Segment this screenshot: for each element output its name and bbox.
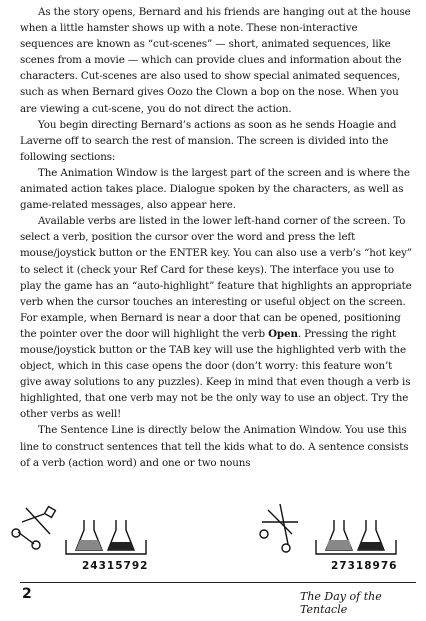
- verb-open: Open: [268, 327, 298, 340]
- copy-protection-figure: [0, 500, 426, 585]
- left-illustration: [12, 507, 146, 554]
- paragraph-animation-window: The Animation Window is the largest part of the screen and is where the animated action takes place. Dialogue spoken by the characters, as well as game-related messages, also appear here.: [20, 166, 410, 212]
- right-ring2-icon: [282, 544, 290, 552]
- verbs-text-tail: . Pressing the right mouse/joystick button or the TAB key will use the highlighted verb with the object, which in this case opens the door (don’t worry: this feature won’t give away solutions to any puzzles). Keep in mind that even though a verb is highlighted, that one verb may not be the only way to use an object. Try the other verbs as well!: [20, 327, 411, 421]
- body-text: [20, 4, 414, 471]
- verbs-text: Available verbs are listed in the lower left-hand corner of the screen. To select a verb, position the cursor over the word and press the left mouse/joystick button or the ENTER key. You can also use a verb’s “hot key” to select it (check your Ref Card for these keys). The interface you use to play the game has an “auto-highlight” feature that highlights an appropriate verb when the cursor touches an interesting or useful object on the screen. For example, when Bernard is near a door that can be opened, positioning the pointer over the door will highlight the verb: [20, 215, 412, 340]
- right-ring-icon: [260, 530, 268, 538]
- left-small-box-icon: [45, 507, 56, 518]
- right-illustration: [260, 504, 396, 554]
- code-left: 24315792: [82, 560, 149, 572]
- footer-title: The Day of the Tentacle: [300, 590, 382, 616]
- right-cross-icon: [262, 504, 298, 544]
- code-right: 27318976: [331, 560, 398, 572]
- page-number: 2: [22, 586, 32, 602]
- footer-rule: [20, 582, 416, 583]
- paragraph-verbs: [20, 213, 414, 422]
- paragraph-sentence-line: The Sentence Line is directly below the Animation Window. You use this line to construct sentences that tell the kids what to do. A sentence consists of a verb (action word) and one or two nouns: [20, 424, 409, 469]
- paragraph-intro: As the story opens, Bernard and his friends are hanging out at the house when a little hamster shows up with a note. These non-interactive sequences are known as “cut-scenes” — short, animated sequences, like scenes from a movie — which can provide clues and information about the characters. Cut-scenes are also used to show special animated sequences, such as when Bernard gives Oozo the Clown a bop on the nose. When you are viewing a cut-scene, you do not direct the action.: [20, 6, 411, 115]
- paragraph-directing: You begin directing Bernard’s actions as soon as he sends Hoagie and Laverne off to search the rest of mansion. The screen is divided into the following sections:: [20, 118, 397, 163]
- left-ring2-icon: [32, 541, 40, 549]
